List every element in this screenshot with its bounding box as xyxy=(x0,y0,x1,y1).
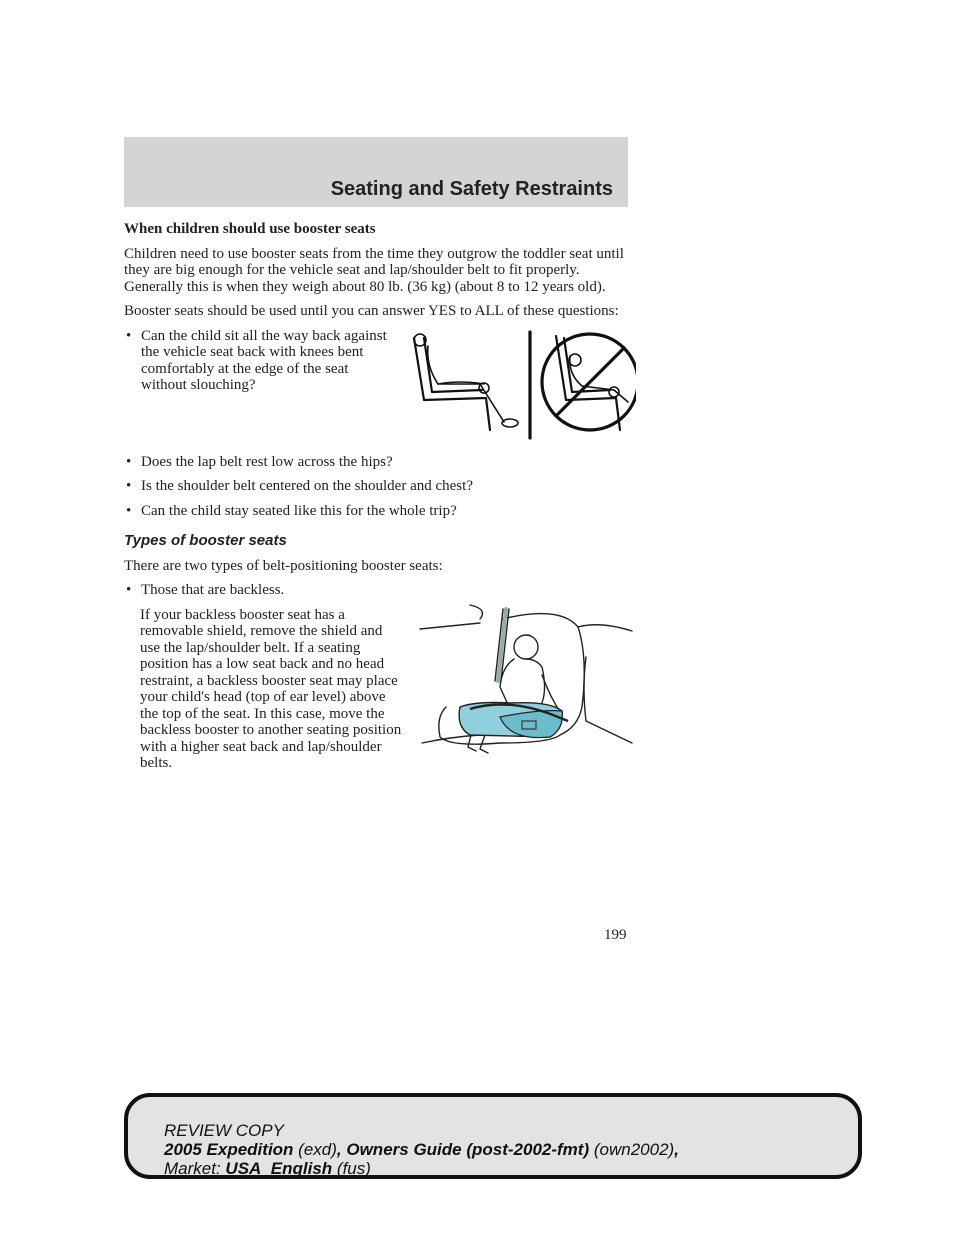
footer-market-code: (fus) xyxy=(336,1159,371,1178)
footer-model-code: (exd) xyxy=(298,1140,337,1159)
bullet-lap-belt: • Does the lap belt rest low across the hips? xyxy=(124,454,628,471)
footer-guide: Owners Guide (post-2002-fmt) xyxy=(346,1140,590,1159)
bullet-stay-seated: • Can the child stay seated like this for the whole trip? xyxy=(124,503,628,520)
paragraph-booster-intro: Children need to use booster seats from the time they outgrow the toddler seat until they are big enough for the vehicle seat and lap/shoulder belt to fit properly. Generally this is when they weigh about 80 lb. (36 kg) (about 8 to 12 years old). xyxy=(124,245,624,295)
footer-guide-line xyxy=(164,1140,679,1159)
footer-market-label: Market: xyxy=(164,1159,221,1178)
bullet-sit-back: • Can the child sit all the way back against the vehicle seat back with knees bent comfortably at the edge of the seat without slouching? xyxy=(124,328,628,394)
paragraph-backless-details: If your backless booster seat has a removable shield, remove the shield and use the lap/shoulder belt. If a seating position has a low seat back and no head restraint, a backless booster seat may place your child's head (top of ear level) above the top of the seat. In this case, move the backless booster to another seating position with a higher seat back and lap/shoulder belts. xyxy=(140,606,402,771)
page-content xyxy=(124,221,628,780)
footer-market: USA_English xyxy=(225,1159,333,1178)
footer-model: 2005 Expedition xyxy=(164,1140,294,1159)
footer-market-line xyxy=(164,1159,679,1178)
footer-guide-code: (own2002) xyxy=(593,1140,675,1159)
paragraph-two-types: There are two types of belt-positioning booster seats: xyxy=(124,557,443,574)
section-title: Seating and Safety Restraints xyxy=(330,178,613,200)
footer-text xyxy=(164,1121,679,1178)
subheading-types: Types of booster seats xyxy=(124,532,287,549)
section-header-band xyxy=(124,137,628,207)
subheading-when-children: When children should use booster seats xyxy=(124,221,376,237)
backless-booster-illustration xyxy=(410,597,638,759)
footer-review-copy: REVIEW COPY xyxy=(164,1121,284,1140)
footer-guide-sep: , xyxy=(336,1140,347,1159)
footer-comma: , xyxy=(674,1140,679,1159)
bullet-shoulder-belt: • Is the shoulder belt centered on the shoulder and chest? xyxy=(124,478,628,495)
bullet-backless: • Those that are backless. xyxy=(124,582,628,599)
paragraph-yes-questions: Booster seats should be used until you can answer YES to ALL of these questions: xyxy=(124,303,619,319)
review-copy-footer xyxy=(124,1093,862,1179)
page-number: 199 xyxy=(604,927,627,943)
